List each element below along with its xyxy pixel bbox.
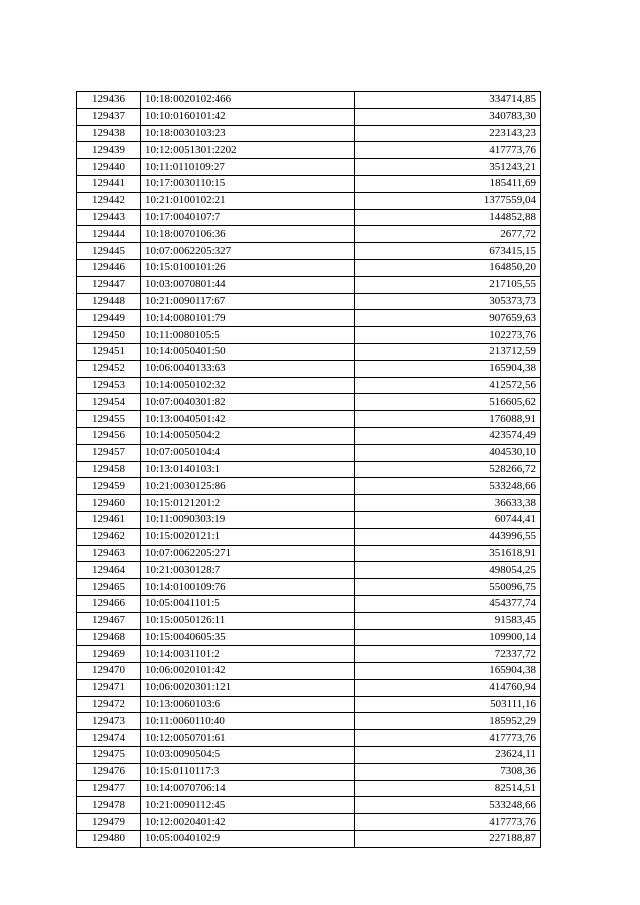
table-row <box>77 192 541 209</box>
cadastral-code-cell: 10:07:0040301:82 <box>141 394 355 411</box>
cadastral-code-cell: 10:14:0050401:50 <box>141 343 355 360</box>
row-number-cell: 129469 <box>77 646 141 663</box>
table-row <box>77 763 541 780</box>
row-number-cell: 129462 <box>77 528 141 545</box>
cadastral-code-cell: 10:12:0051301:2202 <box>141 142 355 159</box>
row-number-cell: 129457 <box>77 444 141 461</box>
amount-cell: 23624,11 <box>355 747 541 764</box>
table-row <box>77 444 541 461</box>
row-number-cell: 129452 <box>77 360 141 377</box>
cadastral-code-cell: 10:14:0050102:32 <box>141 377 355 394</box>
cadastral-code-cell: 10:07:0050104:4 <box>141 444 355 461</box>
row-number-cell: 129476 <box>77 763 141 780</box>
cadastral-code-cell: 10:06:0020301:121 <box>141 679 355 696</box>
amount-cell: 109900,14 <box>355 629 541 646</box>
amount-cell: 36633,38 <box>355 495 541 512</box>
amount-cell: 185952,29 <box>355 713 541 730</box>
table-row <box>77 545 541 562</box>
row-number-cell: 129450 <box>77 327 141 344</box>
row-number-cell: 129473 <box>77 713 141 730</box>
amount-cell: 417773,76 <box>355 142 541 159</box>
row-number-cell: 129467 <box>77 612 141 629</box>
table-row <box>77 92 541 109</box>
cadastral-code-cell: 10:17:0030110:15 <box>141 175 355 192</box>
amount-cell: 673415,15 <box>355 243 541 260</box>
cadastral-code-cell: 10:15:0040605:35 <box>141 629 355 646</box>
row-number-cell: 129459 <box>77 478 141 495</box>
table-row <box>77 159 541 176</box>
table-row <box>77 797 541 814</box>
table-row <box>77 427 541 444</box>
amount-cell: 164850,20 <box>355 259 541 276</box>
row-number-cell: 129441 <box>77 175 141 192</box>
row-number-cell: 129439 <box>77 142 141 159</box>
cadastral-code-cell: 10:21:0030128:7 <box>141 562 355 579</box>
row-number-cell: 129466 <box>77 595 141 612</box>
table-row <box>77 343 541 360</box>
cadastral-code-cell: 10:11:0110109:27 <box>141 159 355 176</box>
table-row <box>77 461 541 478</box>
table-row <box>77 243 541 260</box>
table-row <box>77 125 541 142</box>
table-row <box>77 679 541 696</box>
table-row <box>77 142 541 159</box>
amount-cell: 351243,21 <box>355 159 541 176</box>
table-row <box>77 495 541 512</box>
row-number-cell: 129463 <box>77 545 141 562</box>
row-number-cell: 129436 <box>77 92 141 109</box>
amount-cell: 454377,74 <box>355 595 541 612</box>
amount-cell: 417773,76 <box>355 814 541 831</box>
cadastral-code-cell: 10:12:0050701:61 <box>141 730 355 747</box>
cadastral-code-cell: 10:07:0062205:327 <box>141 243 355 260</box>
row-number-cell: 129454 <box>77 394 141 411</box>
cadastral-code-cell: 10:10:0160101:42 <box>141 108 355 125</box>
cadastral-code-cell: 10:05:0040102:9 <box>141 831 355 848</box>
cadastral-code-cell: 10:18:0070106:36 <box>141 226 355 243</box>
row-number-cell: 129437 <box>77 108 141 125</box>
amount-cell: 185411,69 <box>355 175 541 192</box>
row-number-cell: 129442 <box>77 192 141 209</box>
amount-cell: 334714,85 <box>355 92 541 109</box>
row-number-cell: 129464 <box>77 562 141 579</box>
cadastral-code-cell: 10:12:0020401:42 <box>141 814 355 831</box>
table-row <box>77 663 541 680</box>
row-number-cell: 129475 <box>77 747 141 764</box>
table-row <box>77 478 541 495</box>
amount-cell: 503111,16 <box>355 696 541 713</box>
cadastral-code-cell: 10:07:0062205:271 <box>141 545 355 562</box>
row-number-cell: 129447 <box>77 276 141 293</box>
amount-cell: 2677,72 <box>355 226 541 243</box>
cadastral-code-cell: 10:21:0030125:86 <box>141 478 355 495</box>
cadastral-code-cell: 10:15:0121201:2 <box>141 495 355 512</box>
cadastral-code-cell: 10:15:0110117:3 <box>141 763 355 780</box>
row-number-cell: 129443 <box>77 209 141 226</box>
cadastral-code-cell: 10:14:0080101:79 <box>141 310 355 327</box>
amount-cell: 60744,41 <box>355 511 541 528</box>
row-number-cell: 129478 <box>77 797 141 814</box>
amount-cell: 533248,66 <box>355 797 541 814</box>
row-number-cell: 129440 <box>77 159 141 176</box>
amount-cell: 340783,30 <box>355 108 541 125</box>
row-number-cell: 129449 <box>77 310 141 327</box>
amount-cell: 223143,23 <box>355 125 541 142</box>
amount-cell: 82514,51 <box>355 780 541 797</box>
row-number-cell: 129460 <box>77 495 141 512</box>
cadastral-code-cell: 10:11:0090303:19 <box>141 511 355 528</box>
table-container <box>76 91 541 848</box>
row-number-cell: 129438 <box>77 125 141 142</box>
cadastral-code-cell: 10:14:0050504:2 <box>141 427 355 444</box>
cadastral-code-cell: 10:11:0060110:40 <box>141 713 355 730</box>
row-number-cell: 129472 <box>77 696 141 713</box>
table-row <box>77 327 541 344</box>
row-number-cell: 129480 <box>77 831 141 848</box>
table-row <box>77 629 541 646</box>
row-number-cell: 129479 <box>77 814 141 831</box>
table-row <box>77 831 541 848</box>
cadastral-code-cell: 10:14:0100109:76 <box>141 579 355 596</box>
cadastral-code-cell: 10:03:0070801:44 <box>141 276 355 293</box>
cadastral-code-cell: 10:15:0100101:26 <box>141 259 355 276</box>
cadastral-code-cell: 10:06:0040133:63 <box>141 360 355 377</box>
amount-cell: 217105,55 <box>355 276 541 293</box>
amount-cell: 528266,72 <box>355 461 541 478</box>
row-number-cell: 129448 <box>77 293 141 310</box>
cadastral-code-cell: 10:18:0030103:23 <box>141 125 355 142</box>
cadastral-code-cell: 10:14:0070706:14 <box>141 780 355 797</box>
table-row <box>77 360 541 377</box>
table-row <box>77 579 541 596</box>
table-row <box>77 730 541 747</box>
cadastral-code-cell: 10:21:0090117:67 <box>141 293 355 310</box>
amount-cell: 498054,25 <box>355 562 541 579</box>
cadastral-code-cell: 10:05:0041101:5 <box>141 595 355 612</box>
row-number-cell: 129458 <box>77 461 141 478</box>
cadastral-code-cell: 10:17:0040107:7 <box>141 209 355 226</box>
amount-cell: 227188,87 <box>355 831 541 848</box>
table-row <box>77 293 541 310</box>
amount-cell: 423574,49 <box>355 427 541 444</box>
table-body <box>77 92 541 848</box>
amount-cell: 1377559,04 <box>355 192 541 209</box>
table-row <box>77 108 541 125</box>
row-number-cell: 129453 <box>77 377 141 394</box>
table-row <box>77 595 541 612</box>
row-number-cell: 129470 <box>77 663 141 680</box>
cadastral-code-cell: 10:15:0050126:11 <box>141 612 355 629</box>
table-row <box>77 562 541 579</box>
row-number-cell: 129455 <box>77 411 141 428</box>
row-number-cell: 129451 <box>77 343 141 360</box>
row-number-cell: 129477 <box>77 780 141 797</box>
data-table <box>76 91 541 848</box>
table-row <box>77 646 541 663</box>
cadastral-code-cell: 10:15:0020121:1 <box>141 528 355 545</box>
row-number-cell: 129474 <box>77 730 141 747</box>
cadastral-code-cell: 10:21:0090112:45 <box>141 797 355 814</box>
table-row <box>77 394 541 411</box>
table-row <box>77 276 541 293</box>
amount-cell: 907659,63 <box>355 310 541 327</box>
cadastral-code-cell: 10:13:0140103:1 <box>141 461 355 478</box>
table-row <box>77 747 541 764</box>
amount-cell: 412572,56 <box>355 377 541 394</box>
table-row <box>77 259 541 276</box>
cadastral-code-cell: 10:21:0100102:21 <box>141 192 355 209</box>
table-row <box>77 713 541 730</box>
amount-cell: 165904,38 <box>355 360 541 377</box>
row-number-cell: 129446 <box>77 259 141 276</box>
table-row <box>77 612 541 629</box>
cadastral-code-cell: 10:14:0031101:2 <box>141 646 355 663</box>
cadastral-code-cell: 10:11:0080105:5 <box>141 327 355 344</box>
row-number-cell: 129468 <box>77 629 141 646</box>
amount-cell: 165904,38 <box>355 663 541 680</box>
table-row <box>77 780 541 797</box>
amount-cell: 305373,73 <box>355 293 541 310</box>
amount-cell: 414760,94 <box>355 679 541 696</box>
cadastral-code-cell: 10:13:0060103:6 <box>141 696 355 713</box>
amount-cell: 351618,91 <box>355 545 541 562</box>
amount-cell: 533248,66 <box>355 478 541 495</box>
amount-cell: 443996,55 <box>355 528 541 545</box>
amount-cell: 417773,76 <box>355 730 541 747</box>
table-row <box>77 696 541 713</box>
row-number-cell: 129465 <box>77 579 141 596</box>
amount-cell: 550096,75 <box>355 579 541 596</box>
row-number-cell: 129461 <box>77 511 141 528</box>
row-number-cell: 129445 <box>77 243 141 260</box>
cadastral-code-cell: 10:03:0090504:5 <box>141 747 355 764</box>
amount-cell: 7308,36 <box>355 763 541 780</box>
amount-cell: 516605,62 <box>355 394 541 411</box>
table-row <box>77 528 541 545</box>
table-row <box>77 814 541 831</box>
table-row <box>77 411 541 428</box>
amount-cell: 72337,72 <box>355 646 541 663</box>
amount-cell: 144852,88 <box>355 209 541 226</box>
table-row <box>77 226 541 243</box>
table-row <box>77 175 541 192</box>
table-row <box>77 511 541 528</box>
row-number-cell: 129471 <box>77 679 141 696</box>
cadastral-code-cell: 10:13:0040501:42 <box>141 411 355 428</box>
table-row <box>77 209 541 226</box>
amount-cell: 404530,10 <box>355 444 541 461</box>
row-number-cell: 129444 <box>77 226 141 243</box>
table-row <box>77 377 541 394</box>
row-number-cell: 129456 <box>77 427 141 444</box>
amount-cell: 102273,76 <box>355 327 541 344</box>
table-row <box>77 310 541 327</box>
cadastral-code-cell: 10:06:0020101:42 <box>141 663 355 680</box>
amount-cell: 176088,91 <box>355 411 541 428</box>
amount-cell: 213712,59 <box>355 343 541 360</box>
cadastral-code-cell: 10:18:0020102:466 <box>141 92 355 109</box>
amount-cell: 91583,45 <box>355 612 541 629</box>
